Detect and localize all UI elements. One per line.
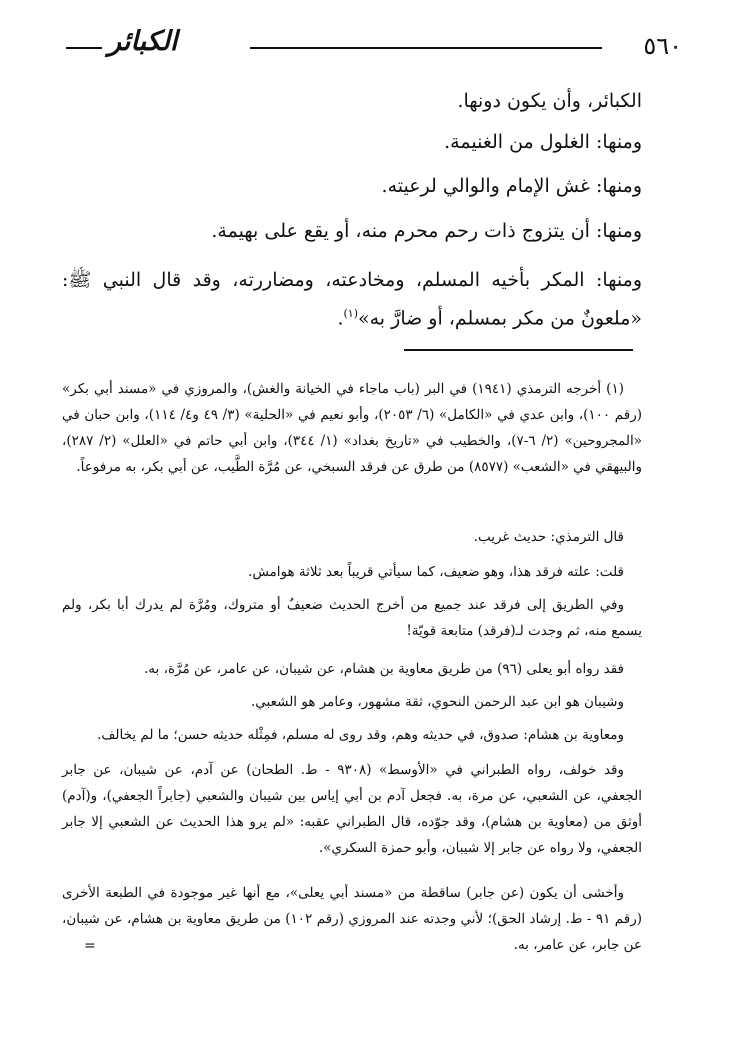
page-header [60, 26, 682, 66]
footnote-marker: (١) [343, 307, 358, 320]
footnote-paragraph: وقد خولف، رواه الطبراني في «الأوسط» (٩٣٠٨ - ط. الطحان) عن آدم، عن شيبان، عن جابر الجعفي، عن الشعبي، عن مرة، به. فجعل آدم بن أبي إياس بين شيبان والشعبي (جابراً الجعفي)، و(آدم) أوثق من (معاوية بن هشام)، وقد جوّده، قال الطبراني عقبه: «لم يرو هذا الحديث عن الشعبي إلا جابر الجعفي، ولا رواه عن جابر إلا شيبان، وأبو حمزة السكري». [62, 762, 642, 856]
footnote-paragraph: قلت: علته فرقد هذا، وهو ضعيف، كما سيأتي قريباً بعد ثلاثة هوامش. [248, 564, 624, 580]
main-paragraph-hadith [62, 264, 642, 335]
footnote-paragraph: وشيبان هو ابن عبد الرحمن النحوي، ثقة مشهور، وعامر هو الشعبي. [251, 694, 624, 710]
hadith-end: . [337, 307, 344, 330]
page-number: ٥٦٠ [643, 32, 682, 60]
header-rule [250, 47, 602, 49]
main-paragraph: الكبائر، وأن يكون دونها. [457, 90, 642, 112]
footnote-1: (١) أخرجه الترمذي (١٩٤١) في البر (باب ماجاء في الخيانة والغش)، والمروزي في «مسند أبي بكر» (رقم ١٠٠)، وابن عدي في «الكامل» (٦/ ٢٠٥٣)، وأبو نعيم في «الحلية» (٣/ ٤٩ و٤/ ١١٤)، وابن حبان في «المجروحين» (٢/ ٦-٧)، والخطيب في «تاريخ بغداد» (١/ ٣٤٤)، وابن أبي حاتم في «العلل» (٢/ ٢٨٧)، والبيهقي في «الشعب» (٨٥٧٧) من طرق عن فرقد السبخي، عن مُرَّة الطَّيب، عن أبي بكر، به مرفوعاً. [62, 381, 643, 475]
footnote-paragraph: وفي الطريق إلى فرقد عند جميع من أخرج الحديث ضعيفٌ أو متروك، ومُرَّة لم يدرك أبا بكر، ولم يسمع منه، ثم وجدت لـ(فرقد) متابعة قويّة! [62, 597, 642, 639]
main-paragraph: ومنها: أن يتزوج ذات رحم محرم منه، أو يقع على بهيمة. [211, 220, 642, 242]
footnote-paragraph: ومعاوية بن هشام: صدوق، في حديثه وهم، وقد روى له مسلم، فمِثْله حديثه حسن؛ ما لم يخالف. [97, 727, 624, 743]
footnote-paragraph: قال الترمذي: حديث غريب. [473, 529, 624, 545]
main-paragraph: ومنها: غش الإمام والوالي لرعيته. [381, 175, 642, 197]
header-rule-short [66, 47, 102, 49]
main-paragraph: ومنها: الغلول من الغنيمة. [444, 131, 642, 153]
book-title: الكبائر [108, 26, 178, 57]
footnote-separator [404, 349, 633, 351]
footnote-paragraph: فقد رواه أبو يعلى (٩٦) من طريق معاوية بن هشام، عن شيبان، عن عامر، عن مُرَّة، به. [144, 661, 624, 677]
footnote-continuation-mark: = [84, 938, 96, 954]
hadith-text: ومنها: المكر بأخيه المسلم، ومخادعته، ومضاررته، وقد قال النبي ﷺ: «ملعونٌ من مكر بمسلم، أو ضارَّ به» [62, 269, 642, 330]
footnote-paragraph: وأخشى أن يكون (عن جابر) ساقطة من «مسند أبي يعلى»، مع أنها غير موجودة في الطبعة الأخرى (رقم ٩١ - ط. إرشاد الحق)؛ لأني وجدته عند المروزي (رقم ١٠٢) من طريق معاوية بن هشام، عن شيبان، عن جابر، عن عامر، به. [62, 885, 642, 953]
